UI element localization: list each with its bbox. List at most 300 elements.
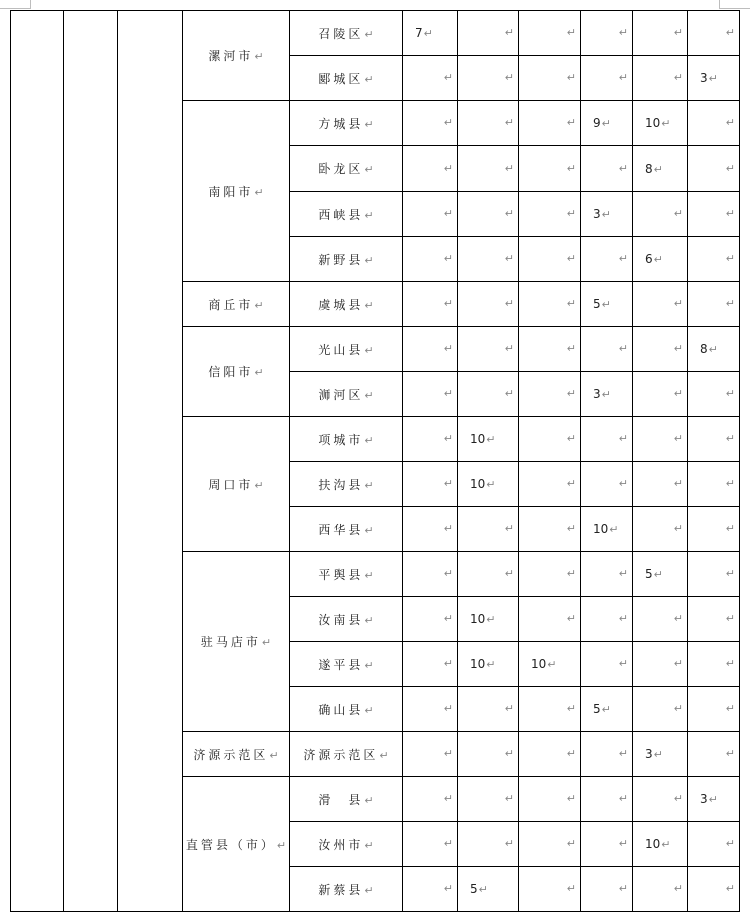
paragraph-mark-icon: ↵ xyxy=(504,71,514,85)
paragraph-mark-icon: ↵ xyxy=(566,71,576,85)
paragraph-mark-icon: ↵ xyxy=(725,116,735,130)
value-cell xyxy=(403,732,458,777)
value-cell xyxy=(458,192,519,237)
county-name: 卧龙区 xyxy=(318,162,364,176)
page-corner-mark-left xyxy=(0,0,31,9)
paragraph-mark-icon: ↵ xyxy=(486,478,496,491)
value-cell xyxy=(458,642,519,687)
value-cell xyxy=(688,56,740,101)
city-cell xyxy=(183,101,290,282)
value-cell xyxy=(688,867,740,912)
paragraph-mark-icon: ↵ xyxy=(443,116,453,130)
value-cell xyxy=(519,732,581,777)
value-number: 9 xyxy=(593,116,601,130)
paragraph-mark-icon: ↵ xyxy=(364,27,374,41)
county-cell xyxy=(290,11,403,56)
value-cell xyxy=(458,282,519,327)
value-cell xyxy=(688,507,740,552)
county-name: 西峡县 xyxy=(318,207,364,222)
paragraph-mark-icon: ↵ xyxy=(618,567,628,581)
county-cell xyxy=(290,282,403,327)
paragraph-mark-icon: ↵ xyxy=(364,72,374,86)
value-cell xyxy=(519,11,581,56)
value-cell xyxy=(688,372,740,417)
value-cell xyxy=(633,867,688,912)
county-name: 滑 县 xyxy=(318,792,364,807)
paragraph-mark-icon: ↵ xyxy=(566,837,576,851)
paragraph-mark-icon: ↵ xyxy=(443,207,453,221)
paragraph-mark-icon: ↵ xyxy=(443,297,453,311)
value-cell xyxy=(458,687,519,732)
county-name: 遂平县 xyxy=(318,657,364,672)
county-cell xyxy=(290,237,403,282)
paragraph-mark-icon: ↵ xyxy=(673,26,683,40)
paragraph-mark-icon: ↵ xyxy=(618,252,628,266)
blank-left-column xyxy=(11,11,64,912)
paragraph-mark-icon: ↵ xyxy=(443,882,453,896)
paragraph-mark-icon: ↵ xyxy=(261,636,272,649)
paragraph-mark-icon: ↵ xyxy=(725,432,735,446)
paragraph-mark-icon: ↵ xyxy=(504,702,514,716)
paragraph-mark-icon: ↵ xyxy=(364,298,374,312)
paragraph-mark-icon: ↵ xyxy=(673,207,683,221)
table-row xyxy=(11,11,740,56)
paragraph-mark-icon: ↵ xyxy=(566,116,576,130)
value-cell xyxy=(633,507,688,552)
value-cell xyxy=(633,192,688,237)
value-cell xyxy=(403,777,458,822)
value-number: 7 xyxy=(415,26,423,40)
value-cell xyxy=(403,372,458,417)
county-name: 方城县 xyxy=(318,116,364,131)
county-name: 扶沟县 xyxy=(318,477,364,492)
value-cell xyxy=(633,552,688,597)
value-cell xyxy=(688,462,740,507)
paragraph-mark-icon: ↵ xyxy=(504,792,514,806)
paragraph-mark-icon: ↵ xyxy=(566,252,576,266)
county-cell xyxy=(290,597,403,642)
county-cell xyxy=(290,642,403,687)
county-cell xyxy=(290,372,403,417)
value-number: 8 xyxy=(645,161,653,176)
value-cell xyxy=(403,597,458,642)
paragraph-mark-icon: ↵ xyxy=(566,207,576,221)
value-cell xyxy=(403,552,458,597)
county-name: 虞城县 xyxy=(318,297,364,312)
value-cell xyxy=(519,146,581,192)
paragraph-mark-icon: ↵ xyxy=(443,702,453,716)
value-cell xyxy=(688,282,740,327)
paragraph-mark-icon: ↵ xyxy=(443,567,453,581)
paragraph-mark-icon: ↵ xyxy=(566,702,576,716)
value-cell xyxy=(519,597,581,642)
value-cell xyxy=(458,732,519,777)
value-cell xyxy=(581,237,633,282)
paragraph-mark-icon: ↵ xyxy=(443,612,453,626)
value-cell xyxy=(403,642,458,687)
value-cell xyxy=(688,192,740,237)
paragraph-mark-icon: ↵ xyxy=(725,657,735,671)
value-number: 10 xyxy=(645,837,661,851)
paragraph-mark-icon: ↵ xyxy=(504,567,514,581)
paragraph-mark-icon: ↵ xyxy=(673,522,683,536)
paragraph-mark-icon: ↵ xyxy=(486,433,496,446)
paragraph-mark-icon: ↵ xyxy=(364,658,374,672)
county-cell xyxy=(290,552,403,597)
value-number: 3 xyxy=(645,747,653,761)
paragraph-mark-icon: ↵ xyxy=(673,477,683,491)
value-number: 5 xyxy=(593,702,601,716)
paragraph-mark-icon: ↵ xyxy=(443,342,453,356)
paragraph-mark-icon: ↵ xyxy=(504,342,514,356)
paragraph-mark-icon: ↵ xyxy=(725,207,735,221)
paragraph-mark-icon: ↵ xyxy=(443,792,453,806)
value-cell xyxy=(458,552,519,597)
county-cell xyxy=(290,417,403,462)
value-number: 10 xyxy=(645,116,661,130)
paragraph-mark-icon: ↵ xyxy=(725,297,735,311)
paragraph-mark-icon: ↵ xyxy=(566,26,576,40)
value-cell xyxy=(633,822,688,867)
paragraph-mark-icon: ↵ xyxy=(618,657,628,671)
paragraph-mark-icon: ↵ xyxy=(364,163,374,176)
value-cell xyxy=(403,282,458,327)
county-cell xyxy=(290,507,403,552)
county-name: 汝南县 xyxy=(318,612,364,627)
value-number: 6 xyxy=(645,252,653,266)
value-number: 5 xyxy=(470,882,478,896)
paragraph-mark-icon: ↵ xyxy=(618,26,628,40)
paragraph-mark-icon: ↵ xyxy=(566,342,576,356)
value-cell xyxy=(519,237,581,282)
value-cell xyxy=(581,192,633,237)
value-cell xyxy=(458,372,519,417)
city-name: 南阳市 xyxy=(208,184,254,199)
paragraph-mark-icon: ↵ xyxy=(364,478,374,492)
county-name: 新野县 xyxy=(318,252,364,267)
paragraph-mark-icon: ↵ xyxy=(269,748,279,762)
county-name: 召陵区 xyxy=(318,26,364,41)
value-cell xyxy=(403,327,458,372)
value-number: 3 xyxy=(593,387,601,401)
blank-left-column xyxy=(64,11,118,912)
value-cell xyxy=(633,462,688,507)
paragraph-mark-icon: ↵ xyxy=(486,658,496,671)
value-cell xyxy=(633,56,688,101)
city-cell xyxy=(183,417,290,552)
value-cell xyxy=(581,372,633,417)
paragraph-mark-icon: ↵ xyxy=(443,747,453,761)
value-number: 10 xyxy=(470,432,486,446)
paragraph-mark-icon: ↵ xyxy=(566,612,576,626)
county-name: 新蔡县 xyxy=(318,882,364,897)
paragraph-mark-icon: ↵ xyxy=(504,116,514,130)
value-cell xyxy=(519,327,581,372)
value-cell xyxy=(633,417,688,462)
city-name: 周口市 xyxy=(208,477,254,492)
county-name: 汝州市 xyxy=(318,837,364,852)
paragraph-mark-icon: ↵ xyxy=(673,387,683,401)
paragraph-mark-icon: ↵ xyxy=(504,387,514,401)
paragraph-mark-icon: ↵ xyxy=(486,613,496,626)
paragraph-mark-icon: ↵ xyxy=(504,161,514,175)
value-cell xyxy=(458,101,519,146)
value-cell xyxy=(581,597,633,642)
paragraph-mark-icon: ↵ xyxy=(673,702,683,716)
value-cell xyxy=(581,867,633,912)
paragraph-mark-icon: ↵ xyxy=(566,432,576,446)
paragraph-mark-icon: ↵ xyxy=(364,523,374,537)
county-name: 项城市 xyxy=(318,432,364,447)
paragraph-mark-icon: ↵ xyxy=(601,388,611,401)
paragraph-mark-icon: ↵ xyxy=(443,161,453,175)
value-cell xyxy=(458,146,519,192)
value-cell xyxy=(519,372,581,417)
value-cell xyxy=(581,822,633,867)
value-cell xyxy=(688,146,740,192)
paragraph-mark-icon: ↵ xyxy=(443,522,453,536)
value-cell xyxy=(403,507,458,552)
county-cell xyxy=(290,867,403,912)
value-cell xyxy=(688,732,740,777)
county-cell xyxy=(290,192,403,237)
value-cell xyxy=(633,687,688,732)
paragraph-mark-icon: ↵ xyxy=(566,747,576,761)
paragraph-mark-icon: ↵ xyxy=(708,343,718,356)
paragraph-mark-icon: ↵ xyxy=(601,703,611,716)
city-name: 信阳市 xyxy=(208,365,254,379)
county-cell xyxy=(290,56,403,101)
city-cell xyxy=(183,282,290,327)
paragraph-mark-icon: ↵ xyxy=(364,703,374,717)
city-name: 漯河市 xyxy=(208,49,254,63)
paragraph-mark-icon: ↵ xyxy=(364,433,374,447)
value-cell xyxy=(581,507,633,552)
paragraph-mark-icon: ↵ xyxy=(725,522,735,536)
paragraph-mark-icon: ↵ xyxy=(601,208,611,221)
paragraph-mark-icon: ↵ xyxy=(276,838,287,852)
paragraph-mark-icon: ↵ xyxy=(566,792,576,806)
paragraph-mark-icon: ↵ xyxy=(673,882,683,896)
paragraph-mark-icon: ↵ xyxy=(618,837,628,851)
paragraph-mark-icon: ↵ xyxy=(379,748,389,762)
value-cell xyxy=(581,56,633,101)
paragraph-mark-icon: ↵ xyxy=(566,387,576,401)
paragraph-mark-icon: ↵ xyxy=(504,297,514,311)
paragraph-mark-icon: ↵ xyxy=(673,297,683,311)
value-cell xyxy=(458,56,519,101)
county-cell xyxy=(290,146,403,192)
value-cell xyxy=(403,101,458,146)
paragraph-mark-icon: ↵ xyxy=(504,747,514,761)
paragraph-mark-icon: ↵ xyxy=(673,612,683,626)
paragraph-mark-icon: ↵ xyxy=(364,208,374,222)
allocation-table xyxy=(10,10,740,912)
value-cell xyxy=(633,146,688,192)
paragraph-mark-icon: ↵ xyxy=(708,793,718,806)
value-cell xyxy=(403,56,458,101)
value-cell xyxy=(519,642,581,687)
paragraph-mark-icon: ↵ xyxy=(443,837,453,851)
paragraph-mark-icon: ↵ xyxy=(443,71,453,85)
value-cell xyxy=(581,777,633,822)
value-cell xyxy=(688,597,740,642)
value-cell xyxy=(458,822,519,867)
paragraph-mark-icon: ↵ xyxy=(364,253,374,267)
value-cell xyxy=(519,867,581,912)
county-cell xyxy=(290,327,403,372)
value-cell xyxy=(633,777,688,822)
city-cell xyxy=(183,11,290,101)
paragraph-mark-icon: ↵ xyxy=(478,883,488,896)
county-name: 西华县 xyxy=(318,522,364,537)
value-cell xyxy=(688,777,740,822)
paragraph-mark-icon: ↵ xyxy=(673,342,683,356)
value-cell xyxy=(403,146,458,192)
paragraph-mark-icon: ↵ xyxy=(364,388,374,402)
value-cell xyxy=(458,462,519,507)
city-name: 直管县（市） xyxy=(185,837,276,852)
value-cell xyxy=(581,417,633,462)
paragraph-mark-icon: ↵ xyxy=(725,747,735,761)
city-cell xyxy=(183,777,290,912)
paragraph-mark-icon: ↵ xyxy=(443,432,453,446)
value-cell xyxy=(458,867,519,912)
value-cell xyxy=(403,462,458,507)
paragraph-mark-icon: ↵ xyxy=(653,162,663,176)
paragraph-mark-icon: ↵ xyxy=(504,252,514,266)
county-name: 确山县 xyxy=(318,702,364,717)
paragraph-mark-icon: ↵ xyxy=(504,522,514,536)
value-cell xyxy=(458,417,519,462)
value-number: 10 xyxy=(531,657,547,671)
value-cell xyxy=(688,687,740,732)
county-name: 郾城区 xyxy=(318,71,364,86)
paragraph-mark-icon: ↵ xyxy=(423,27,433,40)
value-cell xyxy=(581,462,633,507)
paragraph-mark-icon: ↵ xyxy=(254,298,264,312)
value-number: 8 xyxy=(700,342,708,356)
city-cell xyxy=(183,732,290,777)
value-cell xyxy=(519,507,581,552)
value-cell xyxy=(519,462,581,507)
paragraph-mark-icon: ↵ xyxy=(504,837,514,851)
paragraph-mark-icon: ↵ xyxy=(364,793,374,807)
paragraph-mark-icon: ↵ xyxy=(254,50,264,63)
county-cell xyxy=(290,101,403,146)
paragraph-mark-icon: ↵ xyxy=(364,613,374,627)
paragraph-mark-icon: ↵ xyxy=(254,185,264,199)
paragraph-mark-icon: ↵ xyxy=(725,837,735,851)
value-cell xyxy=(633,597,688,642)
paragraph-mark-icon: ↵ xyxy=(566,522,576,536)
value-cell xyxy=(688,237,740,282)
value-cell xyxy=(458,237,519,282)
value-cell xyxy=(458,327,519,372)
value-cell xyxy=(633,372,688,417)
city-name: 驻马店市 xyxy=(200,635,261,649)
value-cell xyxy=(519,822,581,867)
paragraph-mark-icon: ↵ xyxy=(661,117,671,130)
value-number: 5 xyxy=(645,567,653,581)
value-cell xyxy=(581,327,633,372)
value-cell xyxy=(581,146,633,192)
value-cell xyxy=(581,642,633,687)
value-cell xyxy=(581,732,633,777)
paragraph-mark-icon: ↵ xyxy=(725,567,735,581)
county-cell xyxy=(290,777,403,822)
paragraph-mark-icon: ↵ xyxy=(443,387,453,401)
paragraph-mark-icon: ↵ xyxy=(725,882,735,896)
value-cell xyxy=(519,417,581,462)
county-cell xyxy=(290,822,403,867)
paragraph-mark-icon: ↵ xyxy=(364,838,374,852)
value-cell xyxy=(633,327,688,372)
city-name: 济源示范区 xyxy=(193,747,269,762)
paragraph-mark-icon: ↵ xyxy=(618,612,628,626)
paragraph-mark-icon: ↵ xyxy=(725,252,735,266)
paragraph-mark-icon: ↵ xyxy=(566,297,576,311)
value-cell xyxy=(403,237,458,282)
paragraph-mark-icon: ↵ xyxy=(618,747,628,761)
paragraph-mark-icon: ↵ xyxy=(653,748,663,761)
value-cell xyxy=(519,56,581,101)
value-cell xyxy=(519,687,581,732)
value-cell xyxy=(633,642,688,687)
city-cell xyxy=(183,327,290,417)
paragraph-mark-icon: ↵ xyxy=(618,71,628,85)
paragraph-mark-icon: ↵ xyxy=(725,477,735,491)
county-cell xyxy=(290,462,403,507)
value-cell xyxy=(688,417,740,462)
city-cell xyxy=(183,552,290,732)
paragraph-mark-icon: ↵ xyxy=(725,612,735,626)
paragraph-mark-icon: ↵ xyxy=(364,117,374,131)
value-cell xyxy=(688,642,740,687)
paragraph-mark-icon: ↵ xyxy=(547,658,557,671)
value-cell xyxy=(403,11,458,56)
paragraph-mark-icon: ↵ xyxy=(725,702,735,716)
value-cell xyxy=(458,777,519,822)
county-cell xyxy=(290,732,403,777)
value-number: 3 xyxy=(593,207,601,221)
paragraph-mark-icon: ↵ xyxy=(443,252,453,266)
paragraph-mark-icon: ↵ xyxy=(673,792,683,806)
paragraph-mark-icon: ↵ xyxy=(566,567,576,581)
paragraph-mark-icon: ↵ xyxy=(254,366,264,379)
paragraph-mark-icon: ↵ xyxy=(364,343,374,357)
paragraph-mark-icon: ↵ xyxy=(364,568,374,582)
paragraph-mark-icon: ↵ xyxy=(725,161,735,175)
value-cell xyxy=(403,192,458,237)
table-body xyxy=(11,11,740,912)
paragraph-mark-icon: ↵ xyxy=(725,387,735,401)
value-cell xyxy=(688,552,740,597)
paragraph-mark-icon: ↵ xyxy=(601,117,611,130)
paragraph-mark-icon: ↵ xyxy=(653,253,663,266)
county-name: 平舆县 xyxy=(318,567,364,582)
paragraph-mark-icon: ↵ xyxy=(609,523,619,536)
paragraph-mark-icon: ↵ xyxy=(601,298,611,311)
paragraph-mark-icon: ↵ xyxy=(618,792,628,806)
paragraph-mark-icon: ↵ xyxy=(673,432,683,446)
paragraph-mark-icon: ↵ xyxy=(618,161,628,175)
value-cell xyxy=(403,687,458,732)
paragraph-mark-icon: ↵ xyxy=(725,26,735,40)
value-number: 10 xyxy=(593,522,609,536)
paragraph-mark-icon: ↵ xyxy=(673,657,683,671)
value-cell xyxy=(519,192,581,237)
